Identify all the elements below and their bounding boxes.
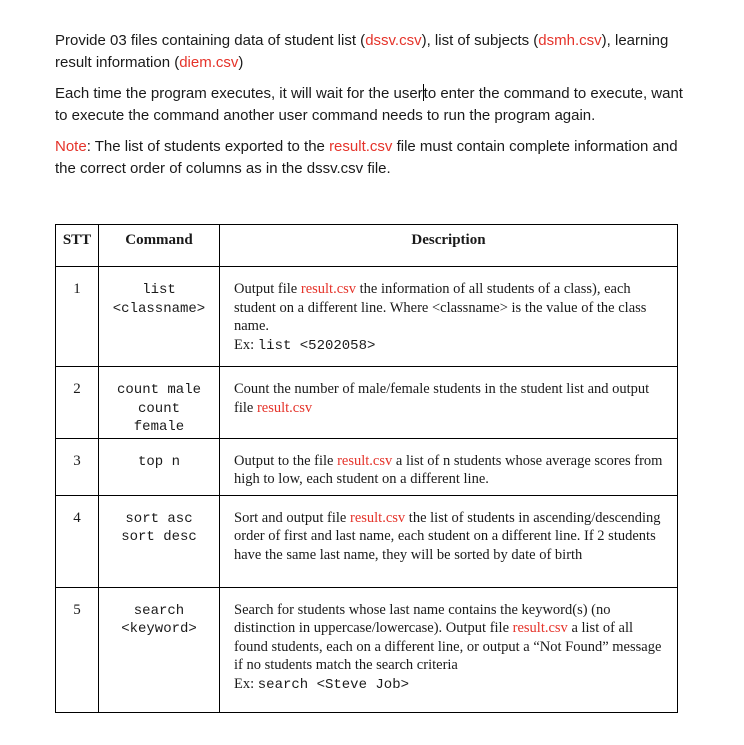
file-name-result: result.csv	[329, 138, 393, 155]
row-description	[220, 267, 678, 367]
header-stt: STT	[56, 225, 99, 267]
row-description	[220, 438, 678, 495]
table-row	[56, 587, 678, 712]
document-body	[55, 30, 685, 189]
row-stt: 2	[56, 367, 99, 439]
description-text: Output file	[234, 281, 301, 297]
description-text: Output to the file	[234, 452, 338, 469]
header-command: Command	[99, 225, 220, 267]
file-name-result: result.csv	[300, 281, 357, 297]
file-name-result: result.csv	[337, 452, 393, 469]
description-text: Sort and output file	[234, 509, 350, 526]
row-stt: 3	[56, 438, 99, 495]
description-text: Count the number of male/female students in the student list and output file	[234, 381, 650, 416]
row-command	[99, 267, 220, 367]
file-name-result: result.csv	[512, 620, 568, 636]
file-name-result: result.csv	[256, 399, 313, 416]
description-text: the information of all students of a class), each student on a different line. Where <classname> is the value of the class name.	[234, 281, 647, 334]
command-table	[55, 224, 678, 713]
table-row	[56, 367, 678, 439]
file-name-result: result.csv	[350, 509, 406, 526]
row-stt: 4	[56, 495, 99, 587]
command-line: search	[133, 602, 185, 619]
row-command	[99, 438, 220, 495]
intro-text: ), learning result information (	[55, 32, 669, 71]
example-code: search <Steve Job>	[257, 676, 409, 693]
example-label: Ex:	[234, 675, 258, 692]
note-paragraph	[55, 136, 685, 180]
command-line: female	[133, 419, 185, 435]
table-row	[56, 495, 678, 587]
note-text: : The list of students exported to the	[86, 138, 330, 155]
row-stt: 1	[56, 267, 99, 367]
row-stt: 5	[56, 587, 99, 712]
table-row	[56, 438, 678, 495]
description-text: the list of students in ascending/descending order of first and last name, each student on a different line. If 2 students have the same last name, they will be sorted by date of birth	[234, 509, 661, 563]
intro-paragraph-execution	[55, 83, 685, 127]
intro-text: Provide 03 files containing data of student list (	[55, 32, 366, 49]
description-text: a list of all found students, each on a different line, or output a “Not Found” message if no students match the search criteria	[234, 620, 662, 673]
intro-text: to enter the command to execute, want to execute the command another user command needs to run the program again.	[55, 85, 683, 124]
row-command	[99, 495, 220, 587]
command-line: list	[142, 282, 176, 298]
note-text: file must contain complete information and the correct order of columns as in the dssv.csv file.	[55, 138, 678, 177]
row-description	[220, 495, 678, 587]
file-name-diem: diem.csv	[179, 54, 239, 71]
intro-text: )	[238, 54, 244, 71]
command-line: count	[137, 400, 180, 417]
intro-paragraph-files	[55, 30, 685, 74]
row-command	[99, 587, 220, 712]
intro-text: ), list of subjects (	[421, 32, 539, 49]
file-name-dssv: dssv.csv	[365, 32, 422, 49]
note-label: Note	[55, 138, 87, 155]
table-header-row	[56, 225, 678, 267]
row-description	[220, 587, 678, 712]
file-name-dsmh: dsmh.csv	[538, 32, 602, 49]
command-line: sort desc	[121, 529, 197, 545]
command-line: count male	[116, 382, 201, 398]
command-line: top n	[137, 453, 180, 470]
row-description	[220, 367, 678, 439]
command-line: sort asc	[125, 510, 193, 527]
command-line: <classname>	[112, 300, 206, 317]
description-text: Search for students whose last name contains the keyword(s) (no distinction in uppercase/lowercase). Output file	[234, 601, 611, 636]
table-row	[56, 267, 678, 367]
description-text: a list of n students whose average scores from high to low, each student on a different line.	[234, 452, 663, 487]
row-command	[99, 367, 220, 439]
intro-text: Each time the program executes, it will wait for the user	[55, 85, 423, 102]
example-code: list <5202058>	[257, 337, 376, 354]
example-label: Ex:	[234, 336, 258, 353]
command-line: <keyword>	[121, 621, 197, 637]
header-description: Description	[220, 225, 678, 267]
